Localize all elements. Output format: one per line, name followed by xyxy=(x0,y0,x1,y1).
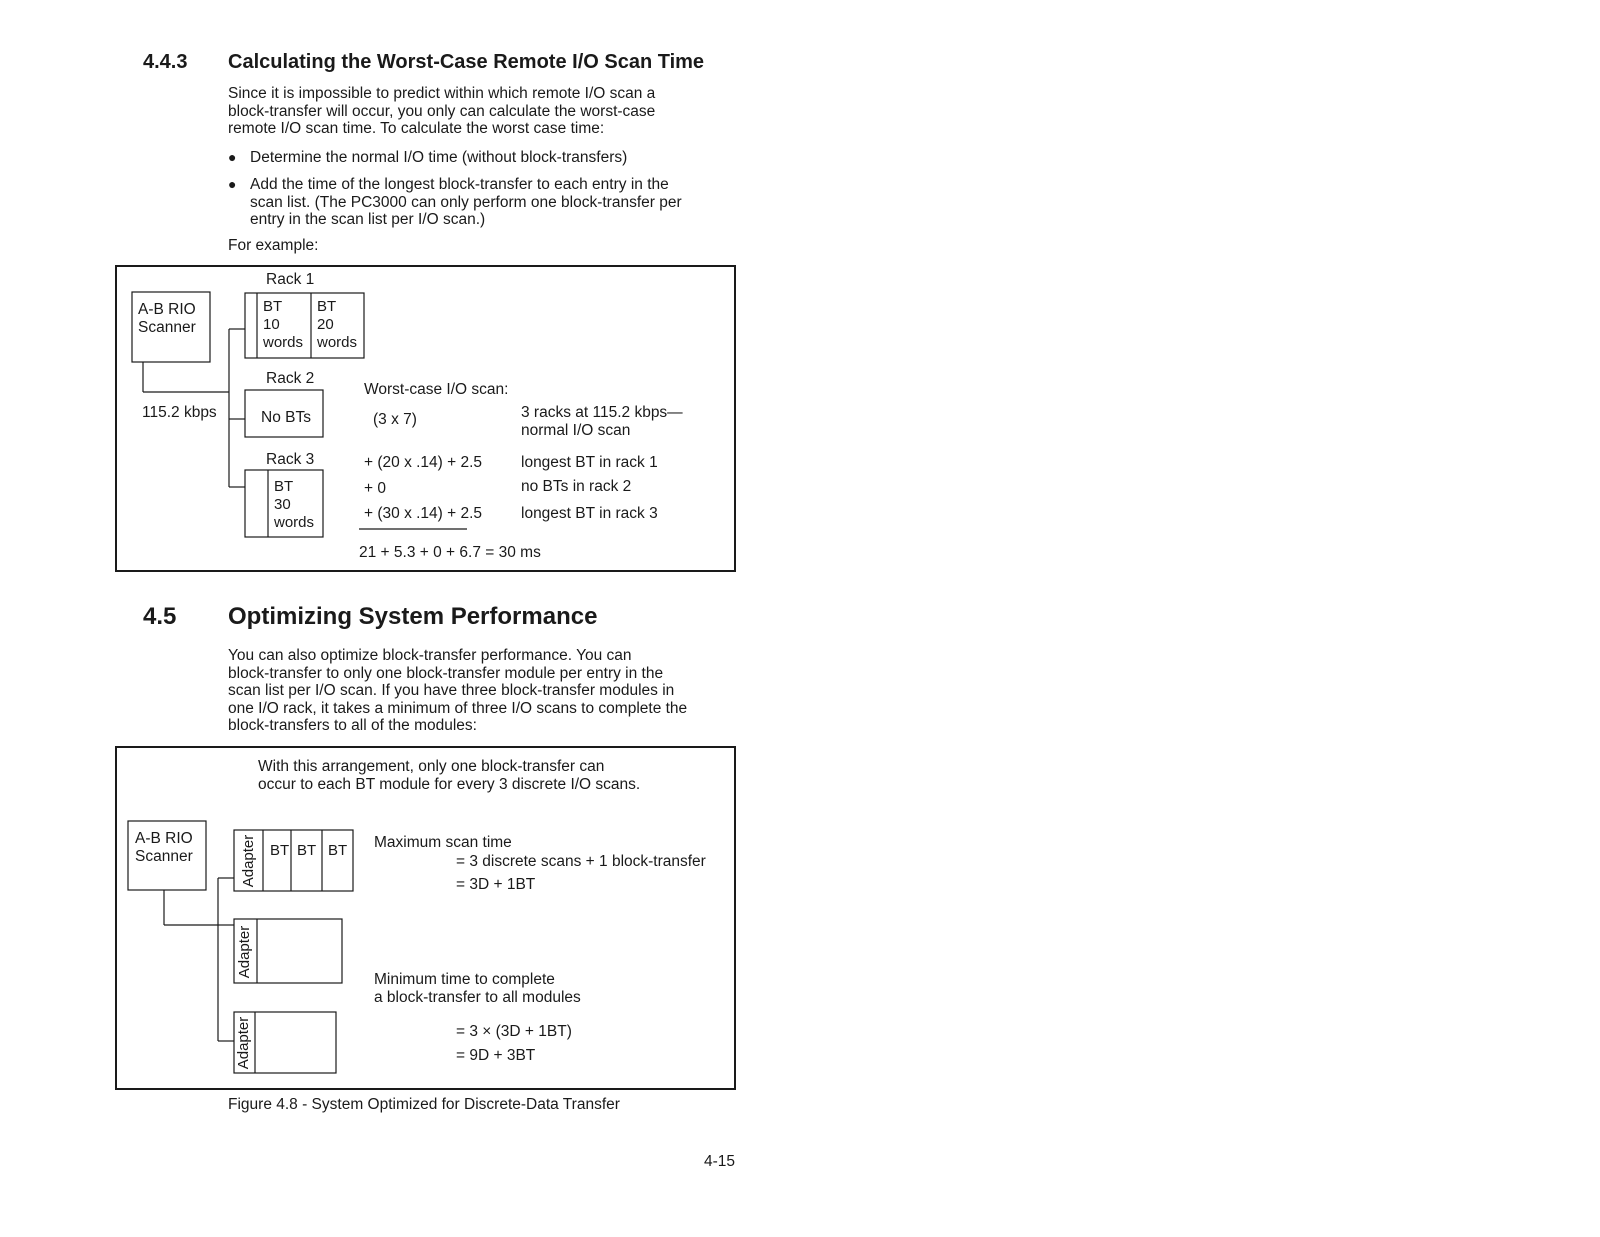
max-scan-line-1: = 3 discrete scans + 1 block-transfer xyxy=(456,853,706,870)
rack1-bt-slot-1: BT 10 words xyxy=(263,298,304,351)
max-scan-title: Maximum scan time xyxy=(374,834,512,851)
rack2-content: No BTs xyxy=(261,409,311,426)
rack3-bt-slot-1: BT 30 words xyxy=(274,478,315,531)
adapter-label: Adapter xyxy=(236,925,253,979)
calc-expr-4: + (30 x .14) + 2.5 xyxy=(364,505,483,522)
bullet-item: Add the time of the longest block-transfer to each entry in the scan list. (The PC3000 can only perform one block-transfer per entry in the scan list per I/O scan.) xyxy=(250,176,682,229)
scanner-label: A-B RIO Scanner xyxy=(135,830,193,865)
for-example-text: For example: xyxy=(228,237,319,254)
bt-module-1: BT xyxy=(270,842,290,859)
rack3-label: Rack 3 xyxy=(266,451,315,468)
rack1-bt-slot-2: BT 20 words xyxy=(317,298,358,351)
calc-expr-3: + 0 xyxy=(364,480,386,497)
scanner-label: A-B RIO Scanner xyxy=(138,301,196,336)
calc-expr-2: + (20 x .14) + 2.5 xyxy=(364,454,483,471)
section-number: 4.5 xyxy=(143,603,177,630)
bullet-icon: ● xyxy=(228,149,237,165)
calc-title: Worst-case I/O scan: xyxy=(364,381,509,398)
adapter-wiring-diagram xyxy=(117,748,738,1092)
rack1-label: Rack 1 xyxy=(266,271,315,288)
section-title: Calculating the Worst-Case Remote I/O Scan Time xyxy=(228,51,705,73)
page-number: 4-15 xyxy=(704,1153,736,1170)
calc-note-1: 3 racks at 115.2 kbps— normal I/O scan xyxy=(521,404,683,439)
calc-expr-1: (3 x 7) xyxy=(373,411,417,428)
section-number: 4.4.3 xyxy=(143,51,188,73)
worst-case-scan-figure xyxy=(115,265,736,572)
calc-note-2: longest BT in rack 1 xyxy=(521,454,658,471)
min-time-title: Minimum time to complete a block-transfer to all modules xyxy=(374,971,581,1006)
optimized-system-figure xyxy=(115,746,736,1090)
bt-module-3: BT xyxy=(328,842,348,859)
calc-note-3: no BTs in rack 2 xyxy=(521,478,632,495)
section-title: Optimizing System Performance xyxy=(228,603,598,630)
body-paragraph: You can also optimize block-transfer performance. You can block-transfer to only one block-transfer module per entry in the scan list per I/O scan. If you have three block-transfer modules in one I/O rack, it takes a minimum of three I/O scans to complete the block-transfers to all of the modules: xyxy=(228,647,688,735)
max-scan-line-2: = 3D + 1BT xyxy=(456,876,536,893)
calc-total: 21 + 5.3 + 0 + 6.7 = 30 ms xyxy=(359,544,541,561)
figure-header: With this arrangement, only one block-transfer can occur to each BT module for every 3 discrete I/O scans. xyxy=(258,758,641,793)
bt-module-2: BT xyxy=(297,842,317,859)
calc-note-4: longest BT in rack 3 xyxy=(521,505,658,522)
min-time-line-1: = 3 × (3D + 1BT) xyxy=(456,1023,572,1040)
adapter-label: Adapter xyxy=(240,834,257,888)
bullet-item: Determine the normal I/O time (without block-transfers) xyxy=(250,149,628,166)
rack2-label: Rack 2 xyxy=(266,370,315,387)
bullet-icon: ● xyxy=(228,176,237,192)
intro-paragraph: Since it is impossible to predict within which remote I/O scan a block-transfer will occur, you only can calculate the worst-case remote I/O scan time. To calculate the worst case time: xyxy=(228,85,656,138)
adapter-label: Adapter xyxy=(235,1016,252,1070)
figure-caption: Figure 4.8 - System Optimized for Discrete-Data Transfer xyxy=(228,1096,620,1113)
baud-rate-label: 115.2 kbps xyxy=(142,404,217,421)
min-time-line-2: = 9D + 3BT xyxy=(456,1047,536,1064)
